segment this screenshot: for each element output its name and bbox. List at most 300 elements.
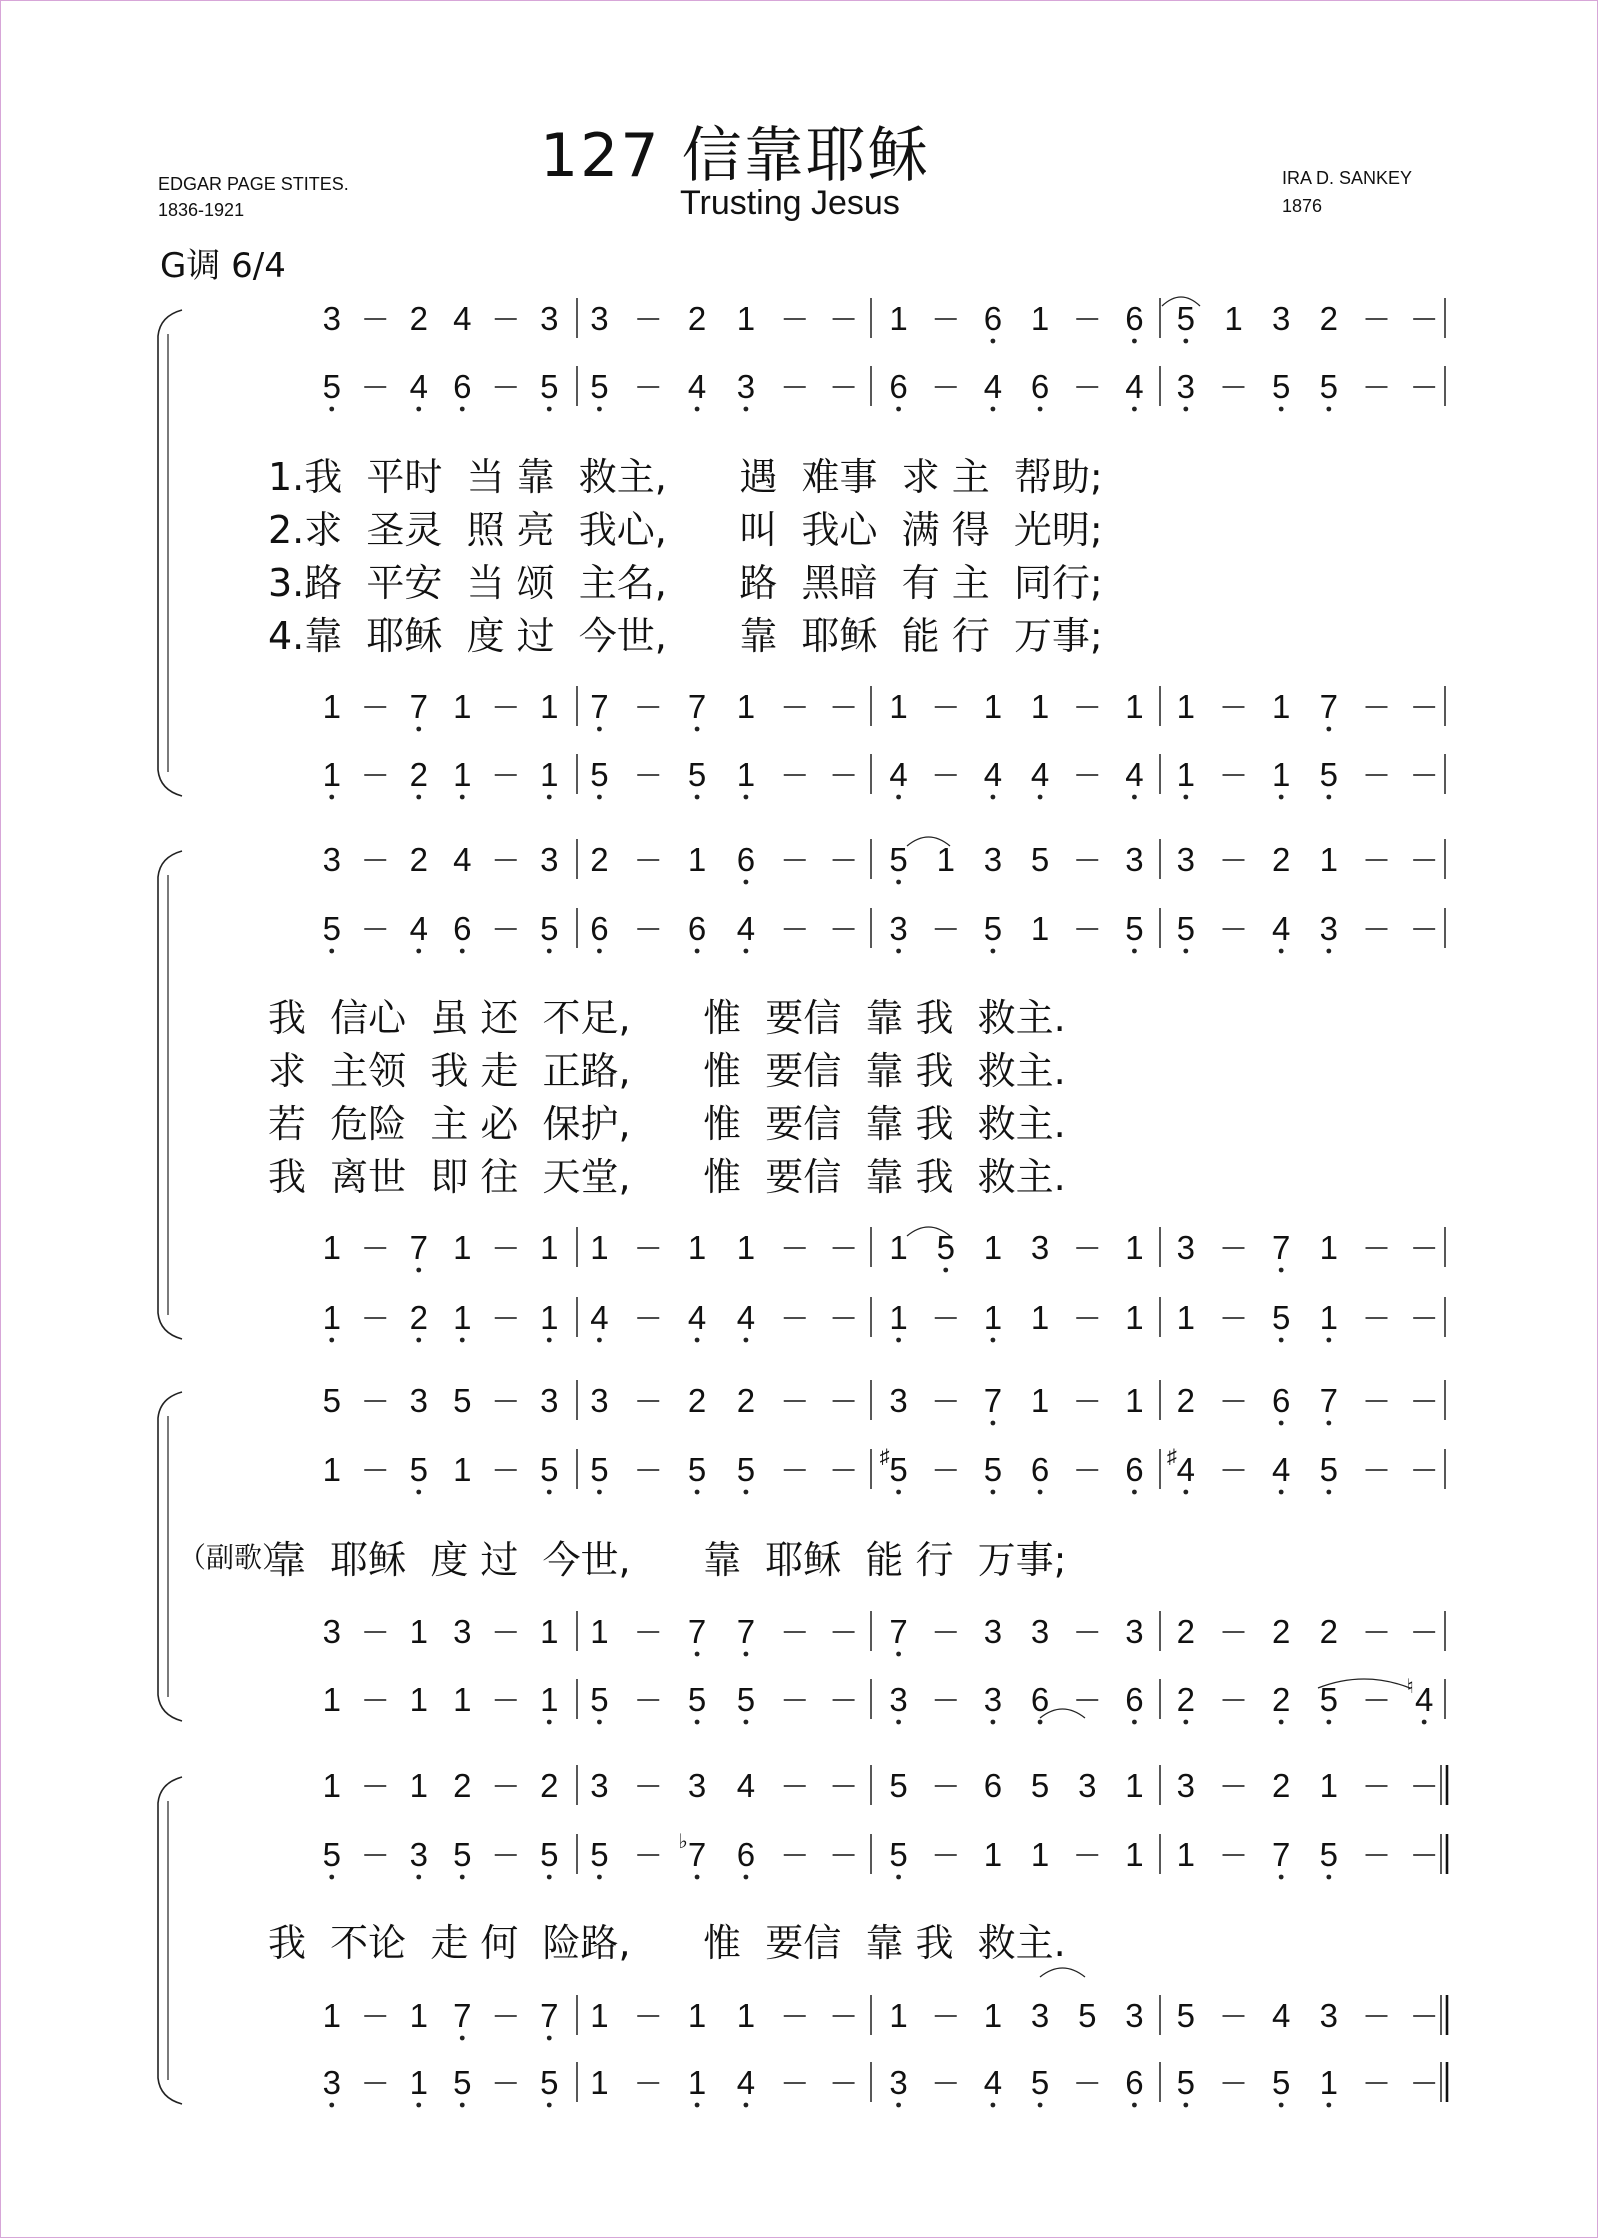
note-digit: 2: [1271, 1613, 1291, 1650]
note-digit: 1: [1176, 756, 1196, 793]
note-digit: 7: [540, 1997, 559, 2034]
note-digit: 1: [322, 1681, 341, 1718]
octave-dot: [597, 795, 602, 800]
note-digit: 1: [322, 1767, 341, 1804]
note-digit: 3: [889, 1681, 908, 1718]
octave-dot: [547, 949, 552, 954]
note-digit: 1: [889, 688, 908, 725]
note-digit: 1: [322, 1451, 341, 1488]
octave-dot: [896, 1720, 901, 1725]
note-row: [323, 908, 1445, 953]
note-digit: 4: [1271, 1997, 1291, 2034]
note-digit: 6: [453, 910, 472, 947]
octave-dot: [597, 727, 602, 732]
octave-dot: [597, 407, 602, 412]
note-digit: 4: [453, 841, 472, 878]
octave-dot: [1422, 1720, 1427, 1725]
note-digit: 5: [453, 1382, 472, 1419]
octave-dot: [1279, 1490, 1284, 1495]
note-digit: 4: [736, 910, 756, 947]
octave-dot: [991, 2103, 996, 2108]
accidental-mark: ♯: [879, 1446, 890, 1468]
octave-dot: [695, 727, 700, 732]
octave-dot: [547, 795, 552, 800]
octave-dot: [547, 2103, 552, 2108]
octave-dot: [597, 1490, 602, 1495]
note-digit: 7: [409, 688, 428, 725]
slur-arc: [1040, 1968, 1085, 1977]
note-digit: 4: [736, 2064, 756, 2101]
note-digit: 5: [889, 1836, 908, 1873]
note-digit: 6: [1030, 1451, 1050, 1488]
lyric-line: 3.路 平安 当 颂 主名, 路 黑暗 有 主 同行;: [268, 561, 1103, 605]
note-digit: 1: [453, 688, 472, 725]
note-row: [323, 1995, 1447, 2040]
note-digit: 5: [1319, 1836, 1339, 1873]
score-system: [158, 1380, 1445, 1724]
note-digit: 2: [540, 1767, 559, 1804]
note-digit: 1: [889, 1299, 908, 1336]
composer-name: IRA D. SANKEY: [1282, 168, 1413, 188]
note-digit: 4: [409, 910, 428, 947]
note-digit: 5: [540, 1836, 559, 1873]
octave-dot: [896, 407, 901, 412]
note-digit: 5: [1078, 1997, 1097, 2034]
octave-dot: [695, 795, 700, 800]
octave-dot: [460, 1875, 465, 1880]
refrain-label: （副歌）: [178, 1541, 291, 1574]
note-digit: 6: [1125, 300, 1144, 337]
octave-dot: [896, 1338, 901, 1343]
note-digit: 1: [540, 1681, 559, 1718]
note-digit: 3: [983, 841, 1003, 878]
octave-dot: [896, 880, 901, 885]
note-digit: 1: [540, 688, 559, 725]
note-digit: 3: [590, 300, 609, 337]
hymn-title: 127 信靠耶稣: [540, 121, 930, 191]
note-digit: 1: [453, 756, 472, 793]
note-digit: 1: [936, 841, 955, 878]
octave-dot: [1038, 795, 1043, 800]
note-digit: 3: [322, 1613, 341, 1650]
note-row: [323, 754, 1445, 799]
lyric-line: 2.求 圣灵 照 亮 我心, 叫 我心 满 得 光明;: [268, 508, 1103, 552]
octave-dot: [695, 1338, 700, 1343]
note-digit: 6: [889, 368, 908, 405]
note-digit: 1: [736, 1229, 756, 1266]
note-digit: 1: [1125, 688, 1144, 725]
note-digit: 3: [1176, 368, 1196, 405]
note-digit: 5: [590, 1451, 609, 1488]
note-digit: 1: [1030, 300, 1050, 337]
score-system: [158, 839, 1445, 1342]
note-digit: 4: [736, 1299, 756, 1336]
octave-dot: [597, 1720, 602, 1725]
note-digit: 6: [983, 1767, 1003, 1804]
note-digit: 1: [409, 1767, 428, 1804]
note-digit: 4: [1030, 756, 1050, 793]
octave-dot: [744, 949, 749, 954]
note-digit: 2: [1176, 1382, 1196, 1419]
note-digit: 5: [983, 1451, 1003, 1488]
note-row: [323, 1227, 1445, 1272]
lyric-line: 我 离世 即 往 天堂, 惟 要信 靠 我 救主.: [268, 1155, 1066, 1199]
octave-dot: [416, 727, 421, 732]
note-digit: 1: [736, 1997, 756, 2034]
note-digit: 7: [453, 1997, 472, 2034]
note-digit: 5: [1176, 300, 1196, 337]
note-digit: 3: [983, 1681, 1003, 1718]
note-digit: 4: [1125, 368, 1144, 405]
note-digit: 6: [1030, 1681, 1050, 1718]
note-digit: 1: [409, 2064, 428, 2101]
note-digit: 3: [322, 2064, 341, 2101]
note-digit: 1: [1319, 841, 1339, 878]
octave-dot: [1279, 2103, 1284, 2108]
note-digit: 1: [1176, 1836, 1196, 1873]
octave-dot: [896, 1875, 901, 1880]
note-digit: 3: [889, 910, 908, 947]
note-row: [323, 1380, 1445, 1425]
note-digit: 4: [453, 300, 472, 337]
note-digit: 7: [687, 688, 707, 725]
note-digit: 5: [1176, 1997, 1196, 2034]
note-digit: 3: [1125, 1613, 1144, 1650]
octave-dot: [991, 407, 996, 412]
octave-dot: [416, 1490, 421, 1495]
note-digit: 5: [409, 1451, 428, 1488]
note-digit: 3: [1271, 300, 1291, 337]
octave-dot: [416, 2103, 421, 2108]
note-digit: 1: [736, 688, 756, 725]
note-digit: 2: [736, 1382, 756, 1419]
note-digit: 1: [590, 1613, 609, 1650]
note-digit: 3: [540, 300, 559, 337]
octave-dot: [1183, 339, 1188, 344]
note-digit: 5: [540, 1451, 559, 1488]
score-system: [158, 298, 1445, 799]
note-digit: 3: [1125, 841, 1144, 878]
note-digit: 3: [322, 300, 341, 337]
note-digit: 4: [687, 1299, 707, 1336]
octave-dot: [460, 407, 465, 412]
note-digit: 7: [1319, 1382, 1339, 1419]
octave-dot: [1183, 407, 1188, 412]
octave-dot: [695, 2103, 700, 2108]
octave-dot: [547, 407, 552, 412]
note-digit: 6: [1030, 368, 1050, 405]
note-digit: 1: [322, 688, 341, 725]
octave-dot: [896, 795, 901, 800]
note-digit: 1: [590, 1997, 609, 2034]
note-digit: 7: [736, 1613, 756, 1650]
note-digit: 7: [687, 1613, 707, 1650]
note-digit: 4: [687, 368, 707, 405]
note-digit: 1: [540, 756, 559, 793]
octave-dot: [329, 795, 334, 800]
octave-dot: [744, 2103, 749, 2108]
note-digit: 1: [889, 1229, 908, 1266]
note-digit: 1: [322, 756, 341, 793]
note-digit: 1: [1319, 1767, 1339, 1804]
note-digit: 1: [1125, 1229, 1144, 1266]
note-digit: 3: [687, 1767, 707, 1804]
note-digit: 5: [736, 1451, 756, 1488]
note-digit: 7: [983, 1382, 1003, 1419]
note-digit: 5: [1030, 841, 1050, 878]
note-digit: 2: [1271, 1767, 1291, 1804]
note-digit: 1: [983, 1299, 1003, 1336]
note-digit: 6: [1271, 1382, 1291, 1419]
note-digit: 5: [453, 1836, 472, 1873]
note-digit: 1: [1319, 1299, 1339, 1336]
note-digit: 1: [1271, 756, 1291, 793]
note-digit: 6: [687, 910, 707, 947]
octave-dot: [1326, 1421, 1331, 1426]
note-digit: 1: [453, 1299, 472, 1336]
note-digit: 1: [409, 1613, 428, 1650]
note-digit: 7: [889, 1613, 908, 1650]
octave-dot: [416, 407, 421, 412]
note-digit: 1: [1125, 1382, 1144, 1419]
note-digit: 1: [590, 1229, 609, 1266]
note-digit: 1: [1125, 1836, 1144, 1873]
octave-dot: [1326, 2103, 1331, 2108]
octave-dot: [1279, 949, 1284, 954]
note-digit: 3: [1030, 1997, 1050, 2034]
note-digit: 1: [1125, 1767, 1144, 1804]
note-digit: 6: [736, 1836, 756, 1873]
lyric-line: 求 主领 我 走 正路, 惟 要信 靠 我 救主.: [268, 1049, 1066, 1093]
note-digit: 3: [409, 1382, 428, 1419]
note-digit: 5: [1176, 2064, 1196, 2101]
octave-dot: [547, 1338, 552, 1343]
octave-dot: [1279, 1338, 1284, 1343]
note-digit: 5: [590, 368, 609, 405]
octave-dot: [744, 1875, 749, 1880]
note-digit: 5: [1319, 1451, 1339, 1488]
octave-dot: [1132, 795, 1137, 800]
note-digit: 1: [983, 1997, 1003, 2034]
note-digit: 5: [590, 1681, 609, 1718]
octave-dot: [329, 1338, 334, 1343]
octave-dot: [1132, 339, 1137, 344]
note-digit: 1: [1125, 1299, 1144, 1336]
octave-dot: [695, 949, 700, 954]
note-digit: 3: [1030, 1613, 1050, 1650]
note-digit: 7: [1271, 1229, 1291, 1266]
note-digit: 1: [1030, 1836, 1050, 1873]
note-digit: 4: [590, 1299, 609, 1336]
note-row: [323, 686, 1445, 731]
note-digit: 5: [889, 1767, 908, 1804]
note-digit: 1: [1030, 1382, 1050, 1419]
note-digit: 1: [1176, 1299, 1196, 1336]
octave-dot: [1132, 407, 1137, 412]
octave-dot: [460, 2103, 465, 2108]
key-signature: G调 6/4: [160, 246, 286, 286]
octave-dot: [1183, 1490, 1188, 1495]
note-digit: 5: [540, 910, 559, 947]
note-digit: 5: [936, 1229, 955, 1266]
octave-dot: [547, 1720, 552, 1725]
note-row: [323, 1676, 1445, 1724]
note-digit: 1: [983, 688, 1003, 725]
note-digit: 4: [889, 756, 908, 793]
octave-dot: [1038, 2103, 1043, 2108]
octave-dot: [1326, 407, 1331, 412]
octave-dot: [597, 1338, 602, 1343]
note-digit: 1: [1176, 688, 1196, 725]
octave-dot: [991, 1720, 996, 1725]
note-digit: 3: [1319, 1997, 1339, 2034]
octave-dot: [1326, 795, 1331, 800]
note-digit: 5: [322, 1836, 341, 1873]
note-digit: 6: [983, 300, 1003, 337]
note-digit: 5: [322, 1382, 341, 1419]
note-row: [323, 1611, 1445, 1656]
note-digit: 1: [1271, 688, 1291, 725]
octave-dot: [597, 1875, 602, 1880]
octave-dot: [1326, 1490, 1331, 1495]
octave-dot: [695, 407, 700, 412]
octave-dot: [896, 2103, 901, 2108]
note-digit: 6: [1125, 1681, 1144, 1718]
octave-dot: [744, 795, 749, 800]
note-row: [323, 1831, 1447, 1879]
octave-dot: [1132, 949, 1137, 954]
note-digit: 1: [409, 1997, 428, 2034]
octave-dot: [1132, 1490, 1137, 1495]
note-digit: 5: [322, 910, 341, 947]
note-digit: 7: [1271, 1836, 1291, 1873]
note-digit: 2: [453, 1767, 472, 1804]
octave-dot: [1326, 1720, 1331, 1725]
note-digit: 5: [1030, 2064, 1050, 2101]
note-digit: 1: [1030, 1299, 1050, 1336]
octave-dot: [1132, 1720, 1137, 1725]
note-digit: 3: [1176, 841, 1196, 878]
octave-dot: [991, 949, 996, 954]
octave-dot: [943, 1268, 948, 1273]
note-digit: 4: [983, 368, 1003, 405]
note-row: [323, 1297, 1445, 1342]
note-digit: 2: [1271, 841, 1291, 878]
note-digit: 5: [889, 1451, 908, 1488]
octave-dot: [547, 1490, 552, 1495]
octave-dot: [1038, 1490, 1043, 1495]
note-digit: 7: [1319, 688, 1339, 725]
octave-dot: [991, 339, 996, 344]
octave-dot: [695, 1652, 700, 1657]
lyric-line: 4.靠 耶稣 度 过 今世, 靠 耶稣 能 行 万事;: [268, 614, 1103, 658]
note-digit: 5: [1125, 910, 1144, 947]
note-digit: 4: [736, 1767, 756, 1804]
note-digit: 1: [540, 1299, 559, 1336]
octave-dot: [460, 2036, 465, 2041]
system-brace: [158, 310, 182, 796]
note-digit: 2: [1271, 1681, 1291, 1718]
note-digit: 1: [322, 1997, 341, 2034]
octave-dot: [744, 880, 749, 885]
octave-dot: [597, 949, 602, 954]
lyric-line: 1.我 平时 当 靠 救主, 遇 难事 求 主 帮助;: [268, 455, 1103, 499]
note-digit: 1: [983, 1836, 1003, 1873]
note-digit: 3: [736, 368, 756, 405]
note-digit: 1: [453, 1681, 472, 1718]
note-digit: 3: [590, 1382, 609, 1419]
note-digit: 5: [590, 756, 609, 793]
octave-dot: [744, 407, 749, 412]
octave-dot: [695, 1490, 700, 1495]
note-digit: 5: [540, 2064, 559, 2101]
note-digit: 2: [409, 1299, 428, 1336]
note-digit: 5: [736, 1681, 756, 1718]
note-digit: 2: [1319, 300, 1339, 337]
note-row: [323, 1446, 1445, 1494]
note-digit: 5: [687, 1681, 707, 1718]
lyricist-years: 1836-1921: [158, 200, 245, 220]
note-digit: 1: [409, 1681, 428, 1718]
note-digit: 6: [736, 841, 756, 878]
note-digit: 3: [1125, 1997, 1144, 2034]
octave-dot: [1132, 2103, 1137, 2108]
note-digit: 7: [687, 1836, 707, 1873]
octave-dot: [547, 2036, 552, 2041]
note-digit: 6: [1125, 2064, 1144, 2101]
note-digit: 1: [1224, 300, 1243, 337]
note-digit: 2: [409, 300, 428, 337]
composer-year: 1876: [1282, 196, 1323, 216]
note-digit: 1: [322, 1229, 341, 1266]
note-digit: 4: [1414, 1681, 1434, 1718]
note-row: [323, 839, 1445, 884]
note-digit: 5: [1030, 1767, 1050, 1804]
note-digit: 5: [687, 1451, 707, 1488]
note-digit: 2: [409, 756, 428, 793]
note-digit: 3: [540, 1382, 559, 1419]
note-digit: 3: [1078, 1767, 1097, 1804]
note-digit: 5: [453, 2064, 472, 2101]
octave-dot: [896, 949, 901, 954]
note-digit: 4: [1176, 1451, 1196, 1488]
octave-dot: [1279, 1875, 1284, 1880]
note-digit: 1: [889, 300, 908, 337]
system-brace: [158, 851, 182, 1339]
octave-dot: [744, 1720, 749, 1725]
lyric-line: 我 信心 虽 还 不足, 惟 要信 靠 我 救主.: [268, 996, 1066, 1040]
note-digit: 3: [983, 1613, 1003, 1650]
note-digit: 6: [453, 368, 472, 405]
octave-dot: [991, 1338, 996, 1343]
note-digit: 5: [1319, 368, 1339, 405]
note-digit: 3: [1176, 1767, 1196, 1804]
note-digit: 1: [687, 1229, 707, 1266]
note-digit: 5: [889, 841, 908, 878]
note-digit: 1: [453, 1451, 472, 1488]
note-digit: 2: [409, 841, 428, 878]
octave-dot: [1326, 1875, 1331, 1880]
note-digit: 6: [590, 910, 609, 947]
octave-dot: [1183, 1720, 1188, 1725]
note-digit: 2: [1319, 1613, 1339, 1650]
octave-dot: [547, 1875, 552, 1880]
octave-dot: [1279, 1268, 1284, 1273]
note-row: [323, 1765, 1447, 1805]
note-digit: 3: [1030, 1229, 1050, 1266]
octave-dot: [991, 795, 996, 800]
note-digit: 3: [590, 1767, 609, 1804]
